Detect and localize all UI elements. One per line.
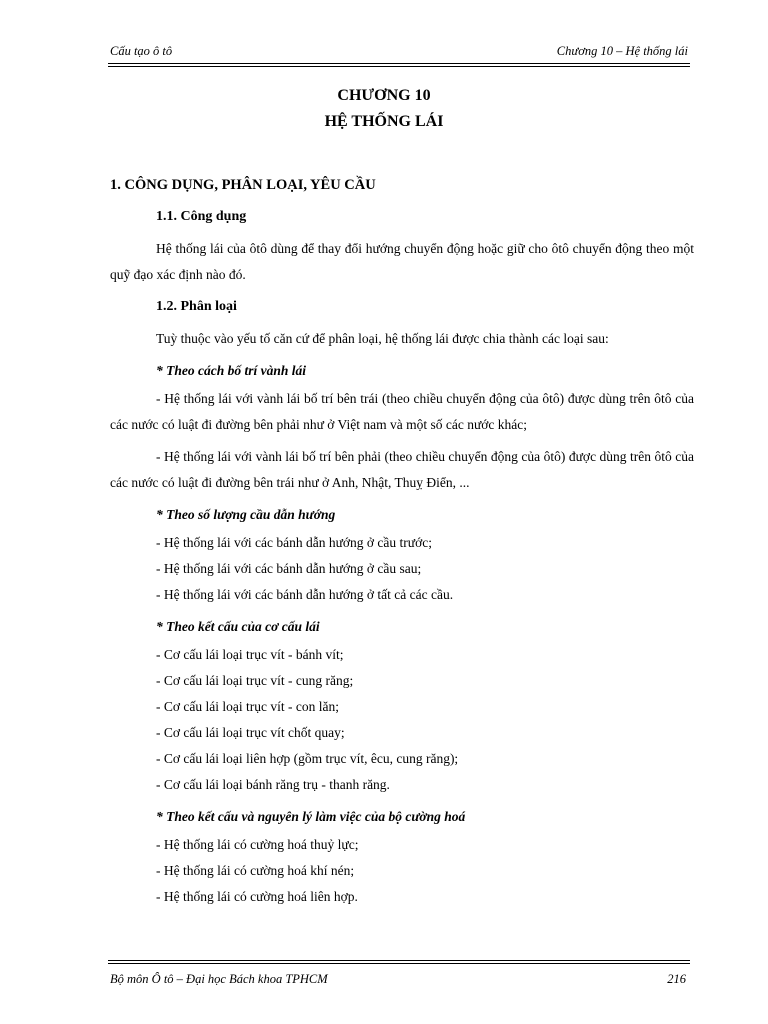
group-title: * Theo kết cấu và nguyên lý làm việc của bộ cường hoá [156, 809, 466, 824]
group-title: * Theo số lượng cầu dẫn hướng [156, 507, 336, 522]
list-item: - Hệ thống lái với các bánh dẫn hướng ở tất cả các cầu. [156, 587, 454, 602]
chapter-title: HỆ THỐNG LÁI [324, 113, 444, 130]
group-title: * Theo cách bố trí vành lái [156, 363, 307, 378]
list-item: - Hệ thống lái với các bánh dẫn hướng ở cầu sau; [156, 561, 422, 576]
section-heading: 1. CÔNG DỤNG, PHÂN LOẠI, YÊU CẦU [110, 177, 376, 193]
subsection-heading-classification: 1.2. Phân loại [156, 299, 237, 314]
list-item: - Hệ thống lái có cường hoá khí nén; [156, 863, 355, 878]
group-title: * Theo kết cấu của cơ cấu lái [156, 619, 320, 634]
classification-group [110, 614, 694, 798]
page-number: 216 [667, 972, 686, 986]
list-item: - Cơ cấu lái loại bánh răng trụ - thanh răng. [156, 777, 390, 792]
group-paragraph: - Hệ thống lái với vành lái bố trí bên trái (theo chiều chuyển động của ôtô) được dùng trên ôtô của các nước có luật đi đường bên phải như ở Việt nam và một số các nước khác; [110, 391, 694, 432]
classification-group [110, 358, 694, 496]
running-header [110, 44, 688, 59]
paragraph-purpose: Hệ thống lái của ôtô dùng để thay đổi hướng chuyển động hoặc giữ cho ôtô chuyển động theo một quỹ đạo xác định nào đó. [110, 241, 694, 282]
list-item: - Hệ thống lái có cường hoá liên hợp. [156, 889, 358, 904]
footer-department: Bộ môn Ô tô – Đại học Bách khoa TPHCM [110, 972, 328, 986]
header-rule [108, 63, 690, 67]
header-book-title: Cấu tạo ô tô [110, 44, 173, 58]
list-item: - Cơ cấu lái loại liên hợp (gồm trục vít, êcu, cung răng); [156, 751, 459, 766]
classification-group [110, 502, 694, 608]
list-item: - Cơ cấu lái loại trục vít - con lăn; [156, 699, 339, 714]
running-footer [110, 972, 686, 987]
chapter-title-block [0, 83, 768, 135]
list-item: - Hệ thống lái với các bánh dẫn hướng ở cầu trước; [156, 535, 432, 550]
list-item: - Cơ cấu lái loại trục vít chốt quay; [156, 725, 345, 740]
list-item: - Cơ cấu lái loại trục vít - cung răng; [156, 673, 354, 688]
list-item: - Cơ cấu lái loại trục vít - bánh vít; [156, 647, 344, 662]
footer-rule [108, 960, 690, 964]
page-content [110, 172, 694, 916]
list-item: - Hệ thống lái có cường hoá thuỷ lực; [156, 837, 359, 852]
group-paragraph: - Hệ thống lái với vành lái bố trí bên phải (theo chiều chuyển động của ôtô) được dùng trên ôtô của các nước có luật đi đường bên trái như ở Anh, Nhật, Thuỵ Điển, ... [110, 449, 694, 490]
classification-group [110, 804, 694, 910]
header-chapter-title: Chương 10 – Hệ thống lái [556, 44, 688, 58]
subsection-heading-purpose: 1.1. Công dụng [156, 209, 247, 224]
chapter-number: CHƯƠNG 10 [337, 87, 431, 104]
paragraph-classification-intro: Tuỳ thuộc vào yếu tố căn cứ để phân loại, hệ thống lái được chia thành các loại sau: [156, 331, 609, 346]
